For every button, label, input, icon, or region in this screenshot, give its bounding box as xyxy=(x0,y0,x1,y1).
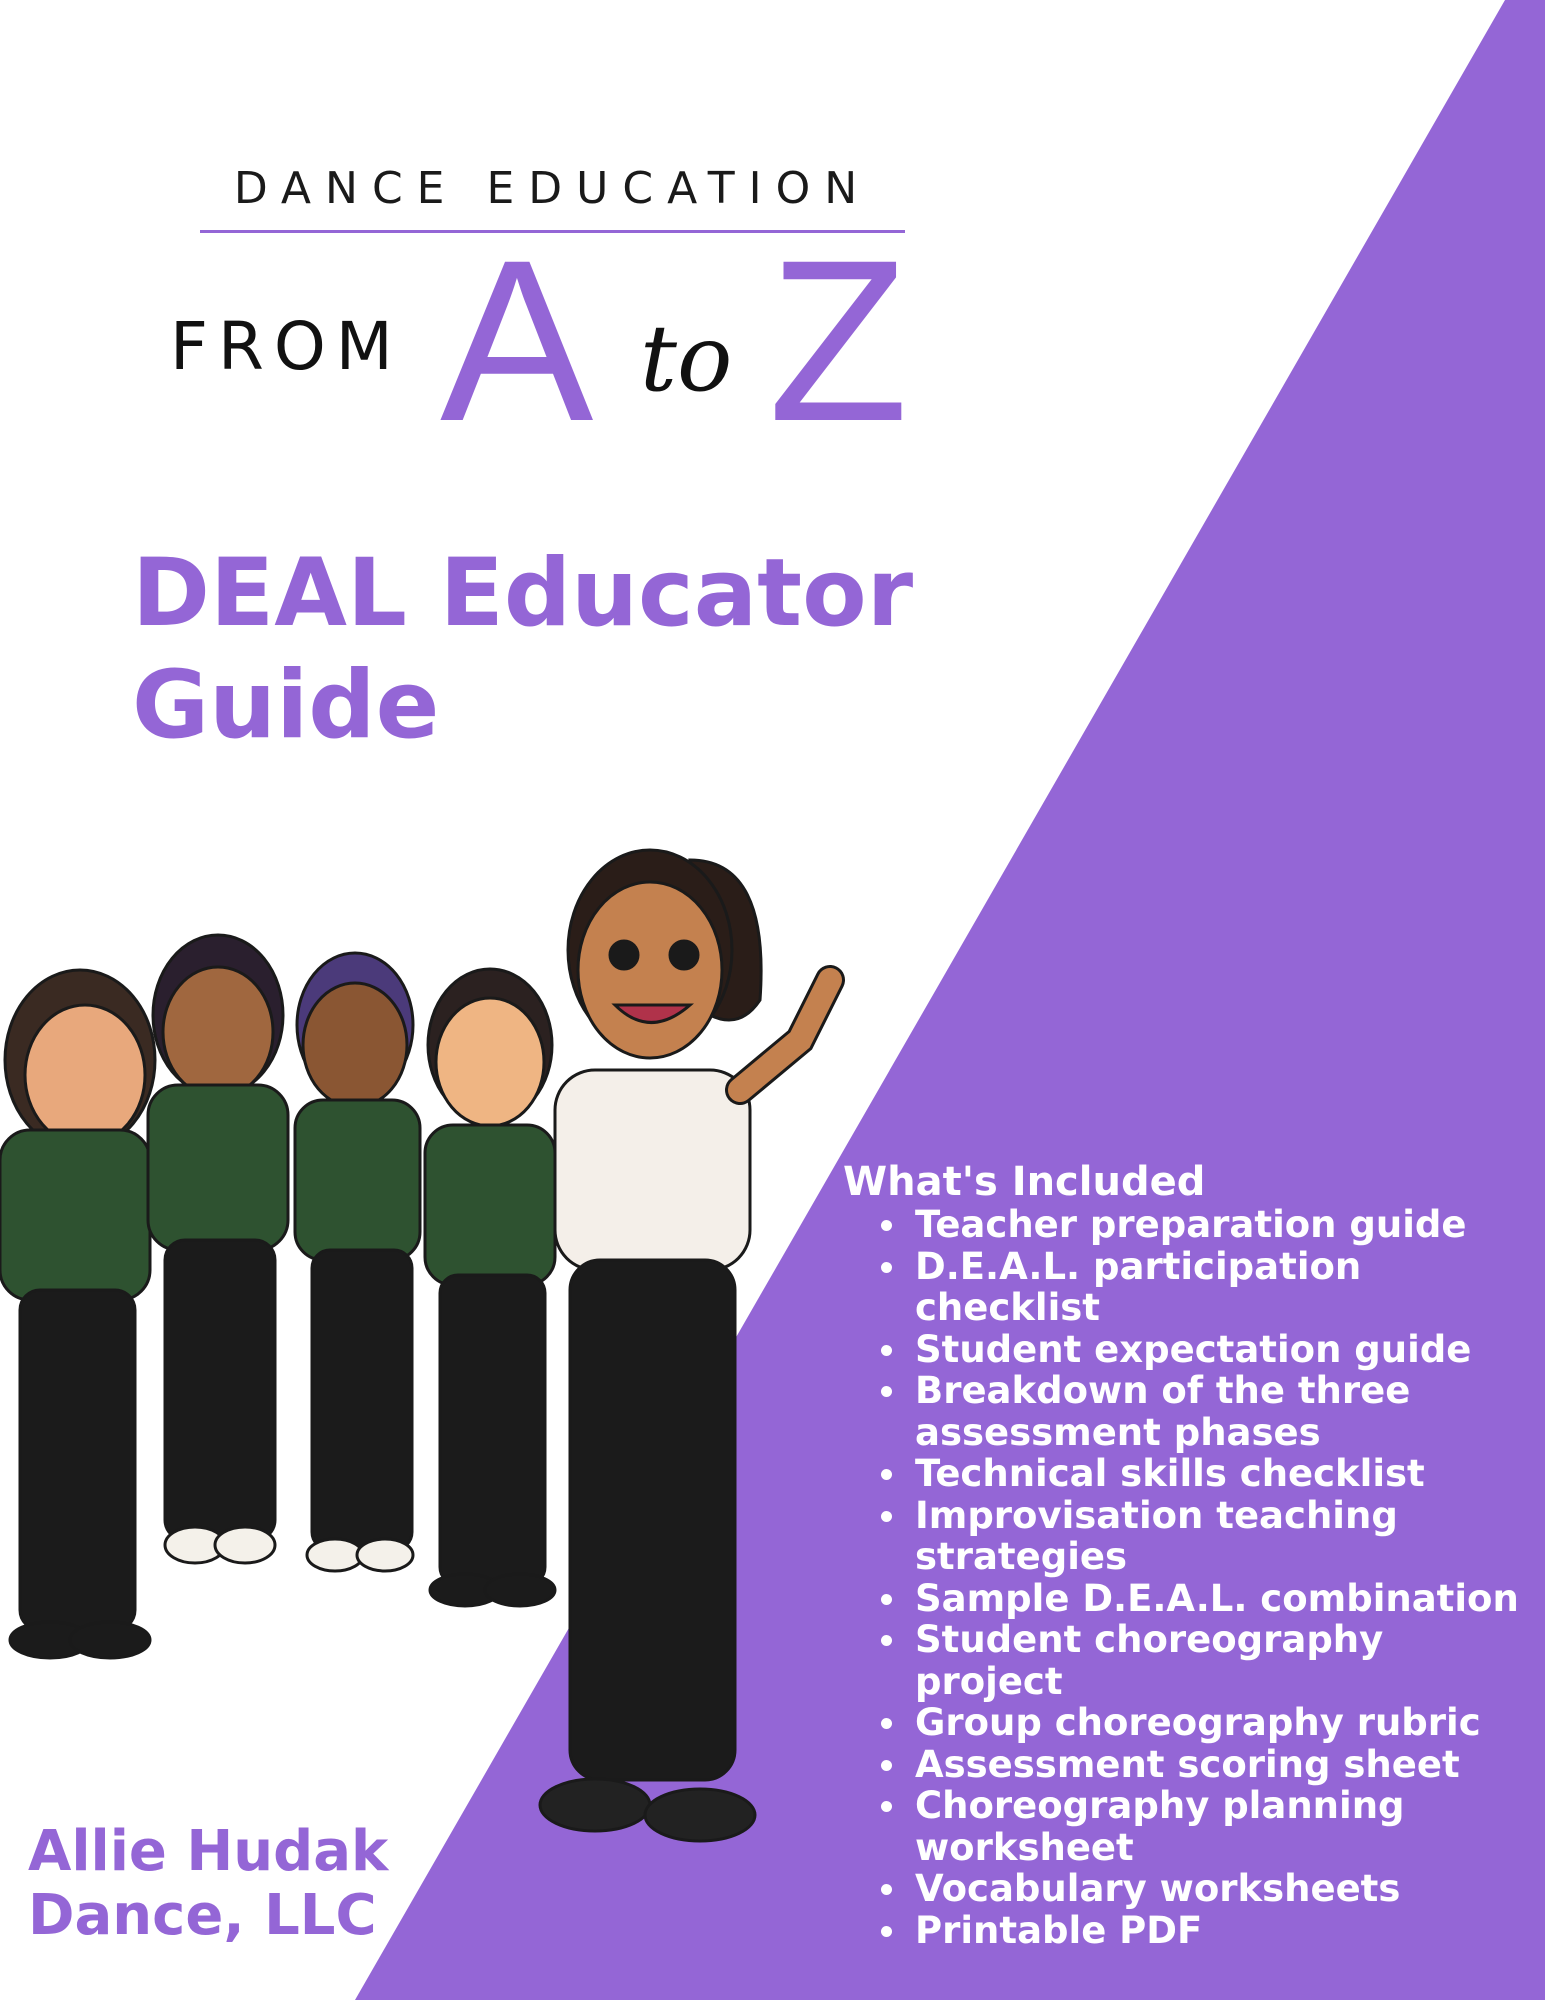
included-list xyxy=(843,1204,1533,1951)
whats-included-panel xyxy=(843,1160,1533,1951)
logo-letter-a: A xyxy=(440,212,594,469)
list-item: Student choreography project xyxy=(915,1619,1533,1702)
list-item: Teacher preparation guide xyxy=(915,1204,1533,1246)
title-line-2: Guide xyxy=(132,651,440,760)
logo-from-text: FROM xyxy=(170,308,403,385)
logo-tagline: DANCE EDUCATION xyxy=(233,163,872,214)
author-line-1: Allie Hudak xyxy=(28,1819,389,1884)
list-item: Technical skills checklist xyxy=(915,1453,1533,1495)
student-2 xyxy=(148,935,288,1563)
student-4 xyxy=(425,969,555,1606)
list-item: Sample D.E.A.L. combination xyxy=(915,1578,1533,1620)
logo-to-text: to xyxy=(640,305,733,412)
student-3 xyxy=(295,953,420,1571)
teacher xyxy=(540,850,830,1841)
list-item: Breakdown of the three assessment phases xyxy=(915,1370,1533,1453)
author-name xyxy=(28,1820,388,1948)
list-item: Student expectation guide xyxy=(915,1329,1533,1371)
author-line-2: Dance, LLC xyxy=(28,1883,377,1948)
page-title xyxy=(132,538,913,762)
student-1 xyxy=(0,970,155,1658)
list-item: Printable PDF xyxy=(915,1910,1533,1952)
list-item: Vocabulary worksheets xyxy=(915,1868,1533,1910)
list-item: Choreography planning worksheet xyxy=(915,1785,1533,1868)
logo-letter-z: Z xyxy=(768,212,909,469)
teacher-and-students-illustration xyxy=(0,800,880,1870)
list-item: Group choreography rubric xyxy=(915,1702,1533,1744)
included-heading: What's Included xyxy=(843,1159,1206,1205)
list-item: Improvisation teaching strategies xyxy=(915,1495,1533,1578)
title-line-1: DEAL Educator xyxy=(132,539,914,648)
list-item: Assessment scoring sheet xyxy=(915,1744,1533,1786)
list-item: D.E.A.L. participation checklist xyxy=(915,1246,1533,1329)
